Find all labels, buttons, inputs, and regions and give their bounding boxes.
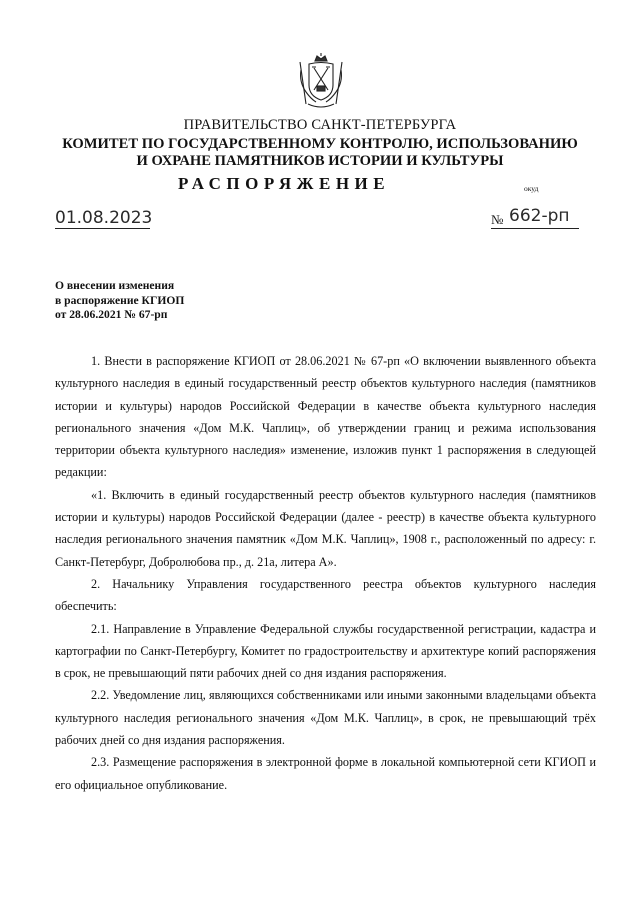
paragraph-2: 2. Начальнику Управления государственного реестра объектов культурного наследия обеспечить: xyxy=(55,576,596,614)
number-underline xyxy=(491,228,579,229)
coat-of-arms-icon xyxy=(298,52,344,110)
document-body xyxy=(55,350,596,796)
number-label: № xyxy=(491,212,504,227)
subject-line-2: в распоряжение КГИОП xyxy=(55,293,185,307)
subject-line-3: от 28.06.2021 № 67-рп xyxy=(55,308,168,321)
document-date: 01.08.2023 xyxy=(55,208,153,228)
paragraph-2-3: 2.3. Размещение распоряжения в электронной форме в локальной компьютерной сети КГИОП и его официальное опубликование. xyxy=(55,755,596,792)
subject-line-1: О внесении изменения xyxy=(55,279,175,292)
okud-label: окуд xyxy=(524,184,539,193)
paragraph-1: 1. Внести в распоряжение КГИОП от 28.06.2021 № 67-рп «О включении выявленного объекта культурного наследия в единый государственный реестр объектов культурного наследия (памятников истории и культуры) народов Российской Федерации в качестве объекта культурного наследия регионального значения «Дом М.К. Чаплиц», об утверждении границ и режима использования территории объекта культурного наследия» изменение, изложив пункт 1 распоряжения в следующей редакции: xyxy=(55,354,596,480)
committee-title xyxy=(0,136,640,170)
document-type: РАСПОРЯЖЕНИЕ xyxy=(178,174,391,193)
subject-block xyxy=(55,279,184,323)
paragraph-1-quote: «1. Включить в единый государственный реестр объектов культурного наследия (памятников истории и культуры) народов Российской Федерации (далее - реестр) в качестве объекта культурного наследия регионального значения памятник «Дом М.К. Чаплиц», 1908 г., расположенный по адресу: г. Санкт-Петербург, Добролюбова пр., д. 21а, литера А». xyxy=(55,487,596,569)
paragraph-2-2: 2.2. Уведомление лиц, являющихся собственниками или иными законными владельцами объекта культурного наследия регионального значения «Дом М.К. Чаплиц», в срок, не превышающий трёх рабочих дней со дня издания распоряжения. xyxy=(55,688,596,748)
document-number: 662-рп xyxy=(509,206,570,226)
date-underline xyxy=(55,228,150,229)
paragraph-2-1: 2.1. Направление в Управление Федеральной службы государственной регистрации, кадастра и картографии по Санкт-Петербургу, Комитет по градостроительству и архитектуре копий распоряжения в срок, не превышающий пяти рабочих дней со дня издания распоряжения. xyxy=(55,621,596,681)
committee-line-2: И ОХРАНЕ ПАМЯТНИКОВ ИСТОРИИ И КУЛЬТУРЫ xyxy=(136,153,504,169)
government-title: ПРАВИТЕЛЬСТВО САНКТ-ПЕТЕРБУРГА xyxy=(183,117,457,133)
committee-line-1: КОМИТЕТ ПО ГОСУДАРСТВЕННОМУ КОНТРОЛЮ, ИСПОЛЬЗОВАНИЮ xyxy=(62,136,578,152)
